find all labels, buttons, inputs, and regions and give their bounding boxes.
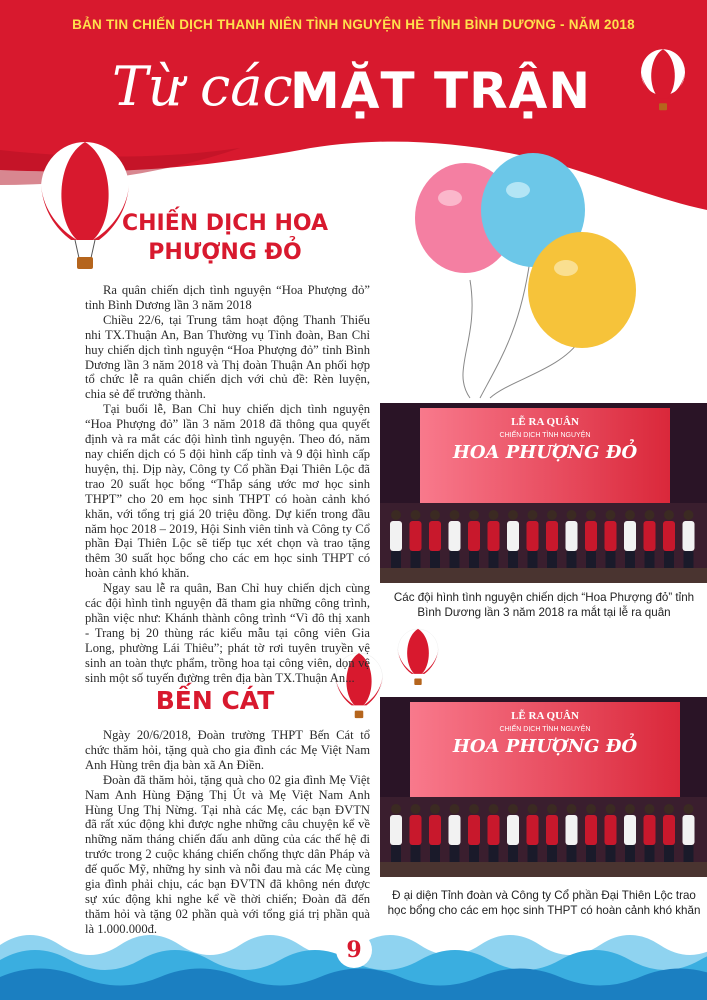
person-head	[606, 804, 616, 814]
person-head	[508, 804, 518, 814]
person-legs	[625, 845, 635, 862]
party-balloons-icon	[410, 140, 650, 400]
stage-line-2: CHIẾN DỊCH TÌNH NGUYỆN	[499, 432, 591, 439]
person-figure	[507, 815, 519, 845]
stage-line-2: CHIẾN DỊCH TÌNH NGUYỆN	[499, 726, 591, 733]
person-legs	[586, 845, 596, 862]
person-head	[625, 804, 635, 814]
person-figure	[527, 815, 539, 845]
person-figure	[663, 521, 675, 551]
section-body-hoa-phuong-do	[85, 283, 370, 685]
person-head	[625, 510, 635, 520]
person-figure	[663, 815, 675, 845]
paragraph: Đoàn đã thăm hỏi, tặng quà cho 02 gia đình Mẹ Việt Nam Anh Hùng Đặng Thị Út và Mẹ Việt Nam Anh Hùng Ung Thị Nừng. Tại nhà các Mẹ, các bạn ĐVTN đã rất xúc động khi được nghe những câu chuyện kể về những năm tháng chiến đấu anh dũng của các thế hệ đi trước trong 2 cuộc kháng chiến chống thực dân Pháp và đế quốc Mỹ, những hy sinh và nỗi đau mà các Mẹ cùng gia đình phải chịu, các bạn ĐVTN đã không nén được sự xúc động khi nghe kể về thời chiến; Đoàn đã đến thăm hỏi và tặng 02 phần quà với tổng giá trị phần quà là 1.000.000đ.	[85, 772, 370, 936]
person-figure	[390, 521, 402, 551]
person-legs	[489, 845, 499, 862]
section-body-ben-cat	[85, 728, 370, 937]
person-legs	[430, 845, 440, 862]
person-figure	[429, 521, 441, 551]
bulletin-header: BẢN TIN CHIẾN DỊCH THANH NIÊN TÌNH NGUYỆN HÈ TỈNH BÌNH DƯƠNG - NĂM 2018	[72, 17, 635, 32]
person-head	[586, 510, 596, 520]
person-head	[547, 804, 557, 814]
person-figure	[605, 521, 617, 551]
person-figure	[624, 521, 636, 551]
person-legs	[508, 551, 518, 568]
person-legs	[625, 551, 635, 568]
stage-line-1: LỄ RA QUÂN	[511, 710, 579, 722]
person-legs	[547, 551, 557, 568]
person-head	[684, 804, 694, 814]
paragraph: Ngay sau lễ ra quân, Ban Chỉ huy chiến dịch cùng các đội hình tình nguyện đã tham gia những công trình, phần việc như: Khánh thành công trình “Vì đô thị xanh - Trang bị 20 thùng rác kiểu mẫu tại công viên Gia Long, phường Lái Thiêu”; phát tờ rơi tuyên truyền vệ sinh an toàn thực phẩm, trồng hoa tại công viên, dọn vệ sinh một số tuyến đường trên địa bàn TX.Thuận An...	[85, 581, 370, 685]
page-title-bold: MẶT TRẬN	[290, 62, 592, 120]
person-legs	[391, 845, 401, 862]
person-figure	[468, 521, 480, 551]
paragraph: Chiều 22/6, tại Trung tâm hoạt động Thanh Thiếu nhi TX.Thuận An, Ban Thường vụ Tỉnh đoàn, Ban Chỉ huy chiến dịch tình nguyện “Hoa Phượng đỏ” tỉnh Bình Dương lần 3 năm 2018 và Thị đoàn Thuận An phối hợp tổ chức lễ ra quân chiến dịch với chủ đề: Rèn luyện, chia sẻ để trưởng thành.	[85, 312, 370, 402]
person-head	[450, 804, 460, 814]
person-head	[469, 804, 479, 814]
person-legs	[547, 845, 557, 862]
person-head	[430, 804, 440, 814]
person-head	[684, 510, 694, 520]
person-figure	[566, 521, 578, 551]
person-legs	[606, 845, 616, 862]
person-head	[645, 510, 655, 520]
person-head	[391, 510, 401, 520]
person-figure	[488, 815, 500, 845]
person-head	[489, 510, 499, 520]
person-figure	[410, 815, 422, 845]
person-head	[489, 804, 499, 814]
person-head	[469, 510, 479, 520]
person-legs	[606, 551, 616, 568]
person-head	[567, 510, 577, 520]
person-legs	[664, 551, 674, 568]
person-head	[450, 510, 460, 520]
person-legs	[411, 845, 421, 862]
person-figure	[390, 815, 402, 845]
person-figure	[429, 815, 441, 845]
person-legs	[411, 551, 421, 568]
person-figure	[605, 815, 617, 845]
person-figure	[527, 521, 539, 551]
event-photo-1	[380, 403, 707, 583]
paragraph: Ngày 20/6/2018, Đoàn trường THPT Bến Cát tổ chức thăm hỏi, tặng quà cho gia đình các Mẹ Việt Nam Anh Hùng trên địa bàn xã An Điền.	[85, 728, 370, 772]
person-legs	[450, 845, 460, 862]
person-figure	[546, 521, 558, 551]
person-legs	[645, 845, 655, 862]
person-head	[411, 510, 421, 520]
person-figure	[644, 815, 656, 845]
person-head	[645, 804, 655, 814]
person-figure	[683, 815, 695, 845]
paragraph: Tại buổi lễ, Ban Chỉ huy chiến dịch tình nguyện “Hoa Phượng đỏ” lần 3 năm 2018 đã thông qua quyết định và ra mắt các đội hình tình nguyện. Theo đó, năm nay chiến dịch có 5 đội hình cấp tỉnh và 9 đội hình cấp huyện, thị. Dịp này, Công ty Cổ phần Đại Thiên Lộc đã trao 20 suất học bổng “Thắp sáng ước mơ học sinh THPT” cho 20 em học sinh THPT có hoàn cảnh khó khăn, với tổng trị giá 20 triệu đồng. Dự kiến trong đầu năm học 2018 – 2019, Hội Sinh viên tỉnh và Công ty Cổ phần Đại Thiên Lộc sẽ tiếp tục xét chọn và trao tặng thêm 30 suất học bổng cho các em học sinh THPT có hoàn cảnh khó khăn.	[85, 402, 370, 581]
person-legs	[528, 551, 538, 568]
person-figure	[449, 521, 461, 551]
person-legs	[469, 551, 479, 568]
person-figure	[585, 815, 597, 845]
person-legs	[645, 551, 655, 568]
event-photo-2	[380, 697, 707, 877]
person-figure	[566, 815, 578, 845]
person-head	[528, 804, 538, 814]
person-legs	[508, 845, 518, 862]
person-head	[547, 510, 557, 520]
person-legs	[664, 845, 674, 862]
person-head	[567, 804, 577, 814]
person-head	[606, 510, 616, 520]
person-head	[528, 510, 538, 520]
person-head	[508, 510, 518, 520]
person-figure	[644, 521, 656, 551]
hot-air-balloon-small-icon	[638, 48, 688, 116]
stage-line-1: LỄ RA QUÂN	[511, 416, 579, 428]
section-title-ben-cat: BẾN CÁT	[155, 686, 275, 715]
person-head	[411, 804, 421, 814]
person-head	[430, 510, 440, 520]
paragraph: Ra quân chiến dịch tình nguyện “Hoa Phượng đỏ” tỉnh Bình Dương lần 3 năm 2018	[85, 283, 370, 312]
person-head	[664, 510, 674, 520]
person-head	[664, 804, 674, 814]
person-figure	[585, 521, 597, 551]
stage-line-3: HOA PHƯỢNG ĐỎ	[452, 736, 638, 757]
person-figure	[507, 521, 519, 551]
person-legs	[391, 551, 401, 568]
person-legs	[567, 551, 577, 568]
person-figure	[546, 815, 558, 845]
person-head	[391, 804, 401, 814]
person-figure	[624, 815, 636, 845]
person-legs	[528, 845, 538, 862]
person-legs	[469, 845, 479, 862]
person-figure	[468, 815, 480, 845]
person-figure	[449, 815, 461, 845]
person-legs	[684, 845, 694, 862]
photo-caption-2: Đ ại diện Tỉnh đoàn và Công ty Cổ phần Đại Thiên Lộc trao học bổng cho các em học sinh THPT có hoàn cảnh khó khăn	[387, 889, 701, 917]
person-legs	[567, 845, 577, 862]
person-head	[586, 804, 596, 814]
person-figure	[488, 521, 500, 551]
section-title-hoa-phuong-do: CHIẾN DỊCH HOA PHƯỢNG ĐỎ	[121, 211, 329, 265]
person-legs	[450, 551, 460, 568]
page-number: 9	[346, 937, 362, 963]
person-legs	[684, 551, 694, 568]
photo-caption-1: Các đội hình tình nguyện chiến dịch “Hoa Phượng đỏ” tỉnh Bình Dương lần 3 năm 2018 ra mắt tại lễ ra quân	[393, 591, 695, 619]
page-title-script: Từ các	[112, 55, 293, 118]
stage-line-3: HOA PHƯỢNG ĐỎ	[452, 442, 638, 463]
person-figure	[683, 521, 695, 551]
person-legs	[489, 551, 499, 568]
person-legs	[430, 551, 440, 568]
person-legs	[586, 551, 596, 568]
person-figure	[410, 521, 422, 551]
hot-air-balloon-small-2-icon	[395, 628, 441, 690]
